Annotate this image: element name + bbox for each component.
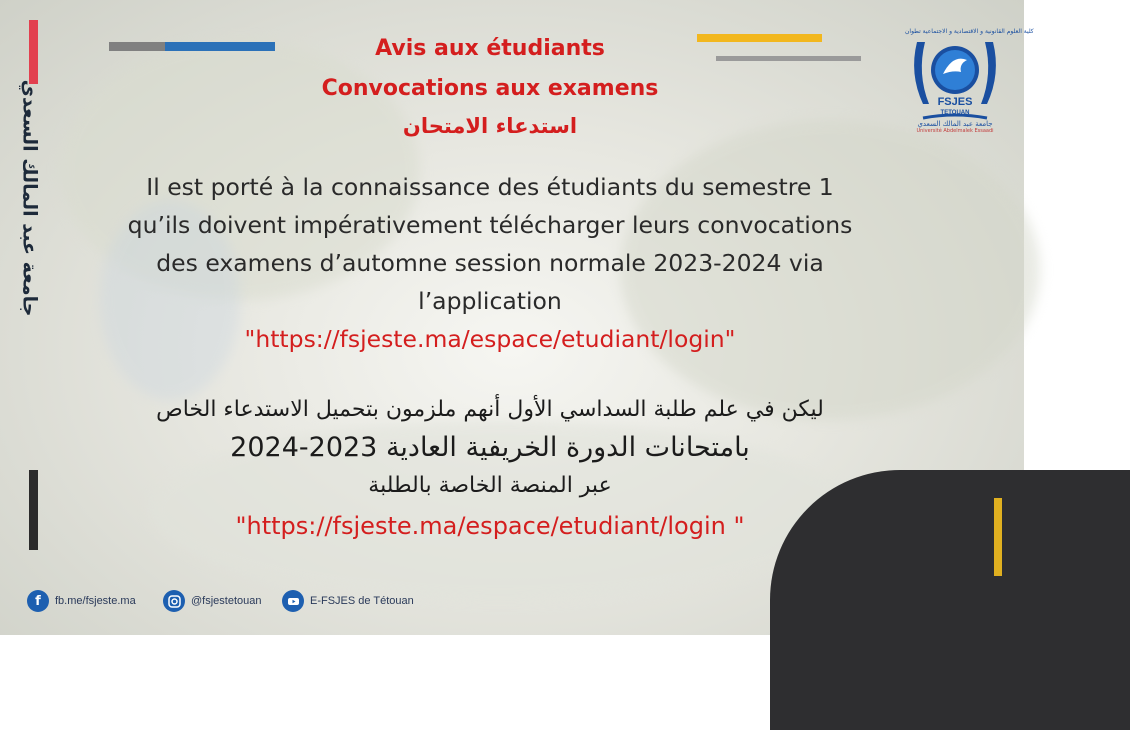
university-vertical-label: جامعة عبد المالك السعدي: [18, 79, 40, 316]
logo-university-latin: Université Abdelmalek Essaadi: [916, 128, 994, 134]
title-avis: Avis aux étudiants: [375, 36, 605, 61]
notice-line: Il est porté à la connaissance des étudiants du semestre 1: [146, 173, 834, 201]
facebook-icon: f: [27, 590, 49, 612]
instagram-link[interactable]: [163, 590, 262, 612]
youtube-link[interactable]: [282, 590, 414, 612]
notice-line: qu’ils doivent impérativement télécharger leurs convocations: [127, 211, 853, 239]
login-link[interactable]: "https://fsjeste.ma/espace/etudiant/login": [244, 325, 736, 353]
notice-line: l’application: [418, 287, 562, 315]
gold-accent-bar: [994, 498, 1002, 576]
facebook-label: fb.me/fsjeste.ma: [55, 595, 136, 607]
notice-arabic-line3: عبر المنصة الخاصة بالطلبة: [368, 473, 612, 498]
youtube-icon: [282, 590, 304, 612]
black-accent-bar: [29, 470, 38, 550]
logo-university-arabic: جامعة عبد المالك السعدي: [917, 120, 993, 128]
login-link-arabic[interactable]: "https://fsjeste.ma/espace/etudiant/login ": [235, 512, 745, 540]
instagram-icon: [163, 590, 185, 612]
notice-arabic-line2: بامتحانات الدورة الخريفية العادية 2023-2024: [230, 432, 750, 463]
logo-faculty-text: كلية العلوم القانونية و الاقتصادية و الاجتماعية تطوان: [905, 28, 1034, 35]
notice-arabic-line1: ليكن في علم طلبة السداسي الأول أنهم ملزمون بتحميل الاستدعاء الخاص: [156, 397, 824, 422]
notice-french: [60, 168, 920, 358]
facebook-link[interactable]: [27, 590, 136, 612]
svg-text:FSJES: FSJES: [937, 96, 973, 108]
fsjes-logo: [905, 28, 1034, 134]
notice-line: des examens d’automne session normale 2023-2024 via: [156, 249, 824, 277]
instagram-label: @fsjestetouan: [191, 595, 262, 607]
logo-emblem-icon: [905, 34, 1005, 126]
youtube-label: E-FSJES de Tétouan: [310, 595, 414, 607]
title-arabic: استدعاء الامتحان: [402, 114, 578, 138]
red-accent-bar: [29, 20, 38, 84]
title-convocations: Convocations aux examens: [321, 76, 659, 101]
svg-text:TETOUAN: TETOUAN: [940, 110, 970, 116]
dark-corner-shape: [770, 470, 1130, 730]
